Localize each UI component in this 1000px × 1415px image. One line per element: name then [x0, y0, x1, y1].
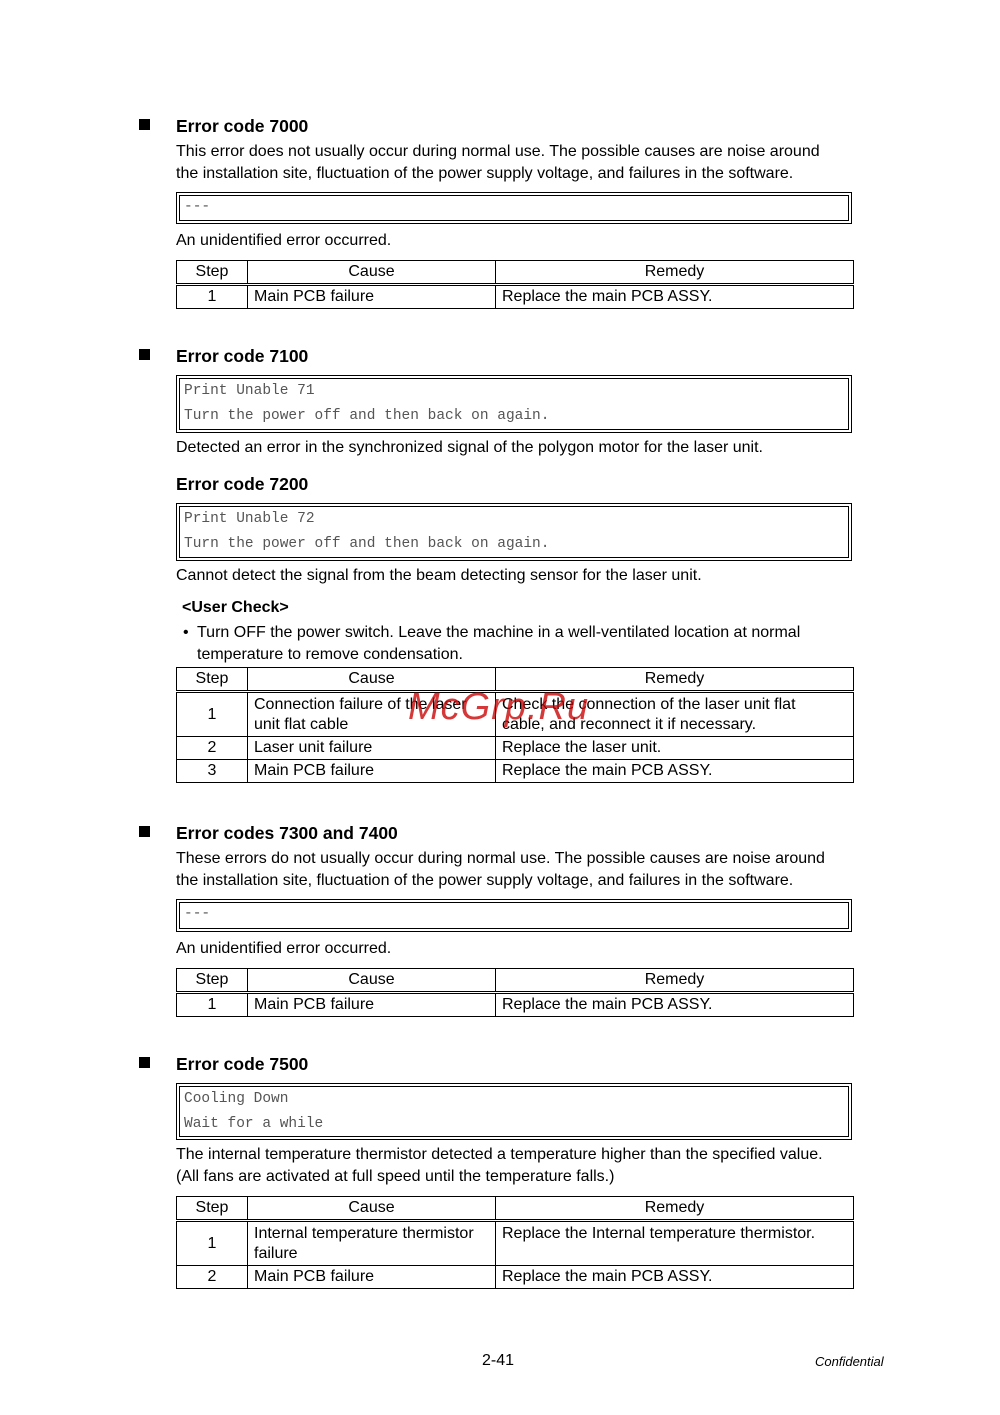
bullet-glyph-icon: • [183, 624, 189, 641]
step-cell: 1 [177, 1221, 248, 1266]
lcd-7000-line1: --- [184, 199, 211, 215]
description-7000: An unidentified error occurred. [176, 232, 392, 249]
table-7000 [176, 260, 854, 309]
cause-cell [248, 1221, 496, 1266]
description-7100: Detected an error in the synchronized signal of the polygon motor for the laser unit. [176, 439, 763, 456]
cause-cell: Main PCB failure [248, 285, 496, 309]
header-step: Step [177, 668, 248, 692]
remedy-cell: Replace the main PCB ASSY. [496, 1266, 854, 1289]
lcd-7500-line2: Wait for a while [184, 1116, 324, 1132]
table-7500 [176, 1196, 854, 1289]
intro-7000-line1: This error does not usually occur during normal use. The possible causes are noise around [176, 143, 820, 160]
remedy-cell: Replace the main PCB ASSY. [496, 285, 854, 309]
table-row [177, 993, 854, 1017]
cause-line1: Internal temperature thermistor [254, 1224, 474, 1242]
table-row [177, 737, 854, 760]
lcd-7100-line2: Turn the power off and then back on again. [184, 408, 550, 424]
heading-7100: Error code 7100 [176, 346, 309, 366]
header-remedy: Remedy [496, 1197, 854, 1221]
cause-line2: unit flat cable [254, 715, 349, 733]
step-cell: 3 [177, 760, 248, 783]
cause-cell: Laser unit failure [248, 737, 496, 760]
step-cell: 2 [177, 1266, 248, 1289]
section-bullet-icon [139, 349, 150, 360]
heading-7200: Error code 7200 [176, 474, 309, 494]
description-7500-line2: (All fans are activated at full speed until the temperature falls.) [176, 1168, 615, 1185]
header-step: Step [177, 1197, 248, 1221]
table-row [177, 760, 854, 783]
lcd-display-7000 [176, 192, 852, 224]
cause-cell: Main PCB failure [248, 1266, 496, 1289]
lcd-7200-line2: Turn the power off and then back on again. [184, 536, 550, 552]
table-header-row [177, 969, 854, 993]
user-check-title: <User Check> [182, 599, 289, 616]
lcd-display-7300 [176, 899, 852, 932]
remedy-cell: Replace the main PCB ASSY. [496, 760, 854, 783]
step-cell: 1 [177, 692, 248, 737]
step-cell: 1 [177, 285, 248, 309]
cause-cell: Main PCB failure [248, 760, 496, 783]
header-step: Step [177, 261, 248, 285]
lcd-7500-line1: Cooling Down [184, 1091, 289, 1107]
step-cell: 2 [177, 737, 248, 760]
header-cause: Cause [248, 1197, 496, 1221]
table-row [177, 1266, 854, 1289]
table-header-row [177, 261, 854, 285]
lcd-7100-line1: Print Unable 71 [184, 383, 315, 399]
lcd-7200-line1: Print Unable 72 [184, 511, 315, 527]
table-7300 [176, 968, 854, 1017]
header-cause: Cause [248, 261, 496, 285]
heading-7500: Error code 7500 [176, 1054, 309, 1074]
section-bullet-icon [139, 119, 150, 130]
cause-line1: Connection failure of the laser [254, 695, 467, 713]
confidential-label: Confidential [815, 1354, 884, 1369]
section-bullet-icon [139, 1057, 150, 1068]
lcd-7300-line1: --- [184, 906, 211, 922]
intro-7300-line2: the installation site, fluctuation of the power supply voltage, and failures in the software. [176, 872, 794, 889]
remedy-cell: Replace the laser unit. [496, 737, 854, 760]
header-step: Step [177, 969, 248, 993]
cause-line2: failure [254, 1244, 298, 1262]
table-row [177, 1221, 854, 1266]
remedy-cell: Replace the Internal temperature thermistor. [496, 1221, 854, 1266]
header-cause: Cause [248, 969, 496, 993]
remedy-line2: cable, and reconnect it if necessary. [502, 715, 757, 733]
table-header-row [177, 1197, 854, 1221]
remedy-line1: Check the connection of the laser unit flat [502, 695, 796, 713]
user-check-line2: temperature to remove condensation. [197, 646, 463, 663]
page-number: 2-41 [482, 1352, 515, 1369]
description-7500-line1: The internal temperature thermistor detected a temperature higher than the specified value. [176, 1146, 823, 1163]
table-row [177, 285, 854, 309]
lcd-display-7500 [176, 1083, 852, 1140]
header-remedy: Remedy [496, 668, 854, 692]
lcd-display-7200 [176, 503, 852, 561]
heading-7000: Error code 7000 [176, 116, 309, 136]
description-7200: Cannot detect the signal from the beam detecting sensor for the laser unit. [176, 567, 702, 584]
header-remedy: Remedy [496, 969, 854, 993]
header-cause: Cause [248, 668, 496, 692]
cause-cell: Main PCB failure [248, 993, 496, 1017]
intro-7000-line2: the installation site, fluctuation of the power supply voltage, and failures in the software. [176, 165, 794, 182]
header-remedy: Remedy [496, 261, 854, 285]
lcd-display-7100 [176, 375, 852, 433]
intro-7300-line1: These errors do not usually occur during normal use. The possible causes are noise around [176, 850, 825, 867]
heading-7300: Error codes 7300 and 7400 [176, 823, 398, 843]
watermark: McGrp.Ru [408, 686, 590, 728]
section-bullet-icon [139, 826, 150, 837]
step-cell: 1 [177, 993, 248, 1017]
remedy-cell: Replace the main PCB ASSY. [496, 993, 854, 1017]
description-7300: An unidentified error occurred. [176, 940, 392, 957]
user-check-line1: Turn OFF the power switch. Leave the machine in a well-ventilated location at normal [197, 624, 801, 641]
